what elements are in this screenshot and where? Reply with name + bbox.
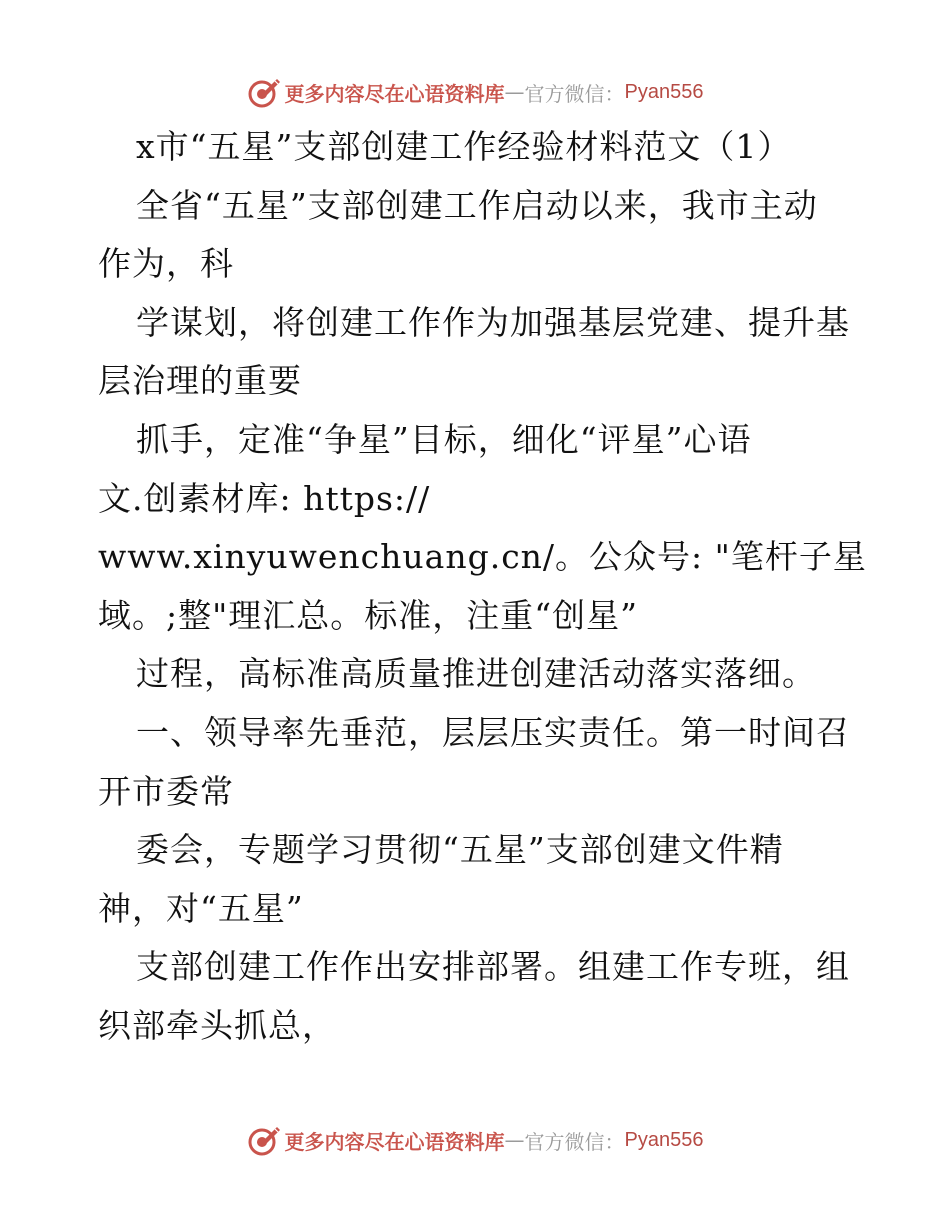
footer-banner — [0, 1120, 950, 1160]
banner-separator: — — [504, 80, 525, 104]
text-line: 委会，专题学习贯彻“五星”支部创建文件精 — [136, 830, 784, 870]
banner-wechat-id: Pyan556 — [624, 1128, 704, 1151]
header-banner — [0, 72, 950, 112]
text-line: 作为，科 — [98, 244, 234, 284]
pen-logo-icon — [247, 75, 281, 109]
text-line: 全省“五星”支部创建工作启动以来，我市主动 — [136, 185, 818, 225]
banner-separator: — — [504, 1128, 525, 1152]
text-line: 支部创建工作作出安排部署。组建工作专班，组 — [136, 947, 850, 987]
banner-brand-text: 更多内容尽在心语资料库 — [284, 1129, 505, 1154]
text-line: 开市委常 — [98, 771, 234, 811]
text-line: 学谋划，将创建工作作为加强基层党建、提升基 — [136, 302, 850, 342]
text-line: 域。;整"理汇总。标准，注重“创星” — [98, 595, 639, 635]
pen-logo-icon — [247, 1123, 281, 1157]
text-line: 抓手，定准“争星”目标，细化“评星”心语 — [136, 419, 752, 459]
banner-official-label: 官方微信： — [524, 81, 625, 106]
text-line: 一、领导率先垂范，层层压实责任。第一时间召 — [136, 712, 850, 752]
banner-official-label: 官方微信： — [524, 1129, 625, 1154]
text-line: 层治理的重要 — [98, 361, 302, 401]
text-line: 织部牵头抓总， — [98, 1005, 336, 1045]
text-line: 文.创素材库: https:// — [98, 478, 431, 518]
text-line: www.xinyuwenchuang.cn/。公众号: "笔杆子星 — [98, 537, 867, 577]
banner-brand-text: 更多内容尽在心语资料库 — [284, 81, 505, 106]
text-line: 过程，高标准高质量推进创建活动落实落细。 — [136, 654, 816, 694]
text-line: 神，对“五星” — [98, 888, 304, 928]
paragraph-lines — [98, 177, 867, 1056]
document-body — [98, 118, 867, 1056]
banner-wechat-id: Pyan556 — [624, 80, 704, 103]
document-title: x市“五星”支部创建工作经验材料范文（1） — [136, 127, 792, 166]
